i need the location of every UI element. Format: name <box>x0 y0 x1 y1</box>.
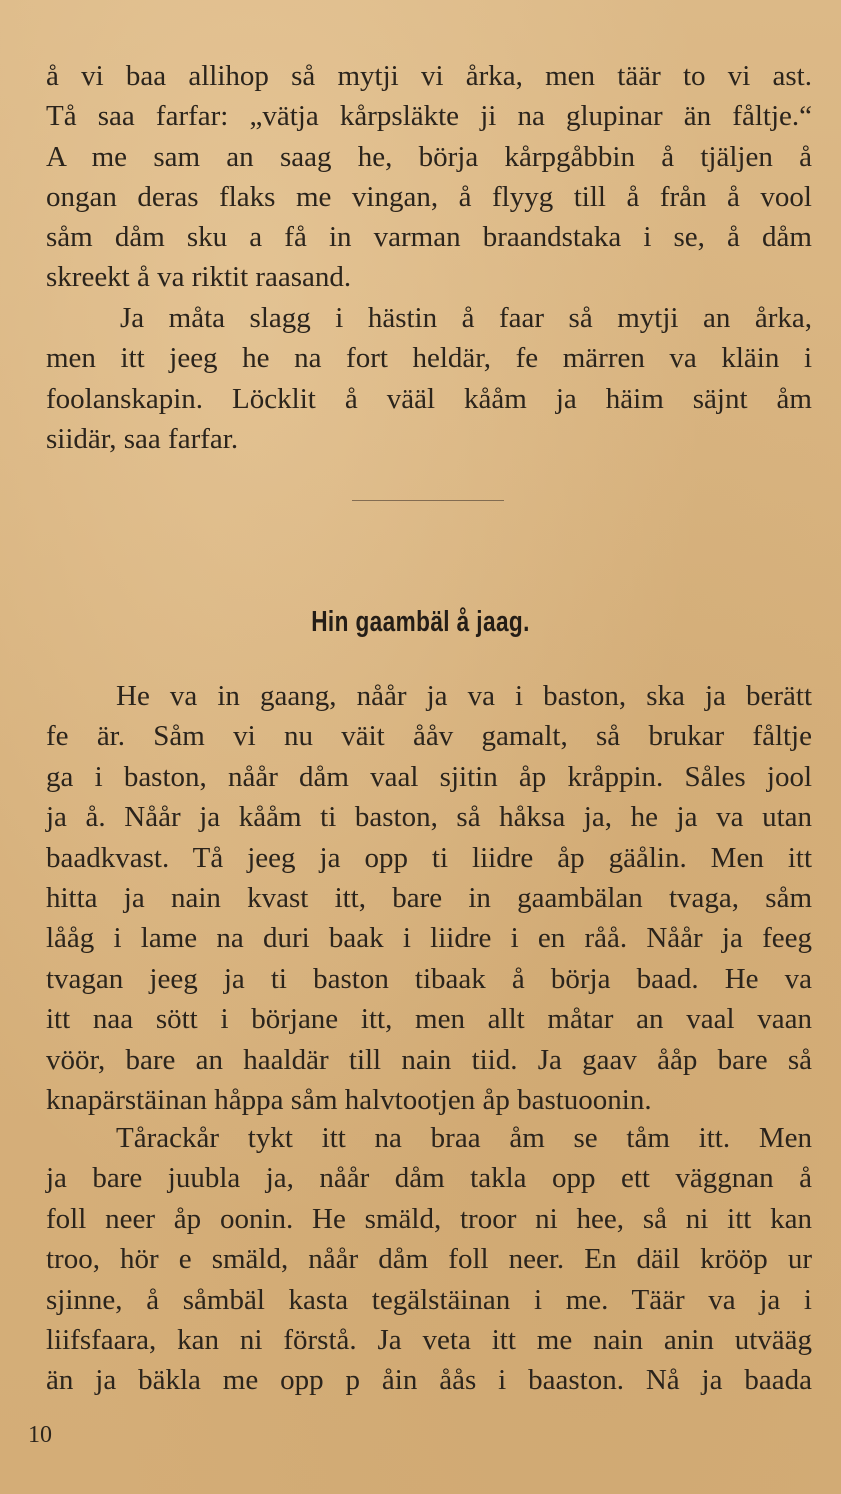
page-number: 10 <box>28 1422 52 1448</box>
text-line: vöör, bare an haaldär till nain tiid. Ja gaav ååp bare så <box>46 1043 812 1076</box>
text-line: ja å. Nåår ja kååm ti baston, så håksa ja, he ja va utan <box>46 801 812 834</box>
text-line: skreekt å va riktit raasand. <box>46 261 352 294</box>
section-divider <box>352 500 504 501</box>
text-line: A me sam an saag he, börja kårpgåbbin å tjäljen å <box>46 140 812 173</box>
text-line: än ja bäkla me opp p åin åås i baaston. Nå ja baada <box>46 1364 812 1397</box>
text-line: knapärstäinan håppa såm halvtootjen åp bastuoonin. <box>46 1084 652 1117</box>
text-line: foolanskapin. Löcklit å vääl kååm ja häim säjnt åm <box>46 382 812 415</box>
text-line: ja bare juubla ja, nåår dåm takla opp ett väggnan å <box>46 1162 812 1195</box>
text-line: sjinne, å såmbäl kasta tegälstäinan i me. Täär va ja i <box>46 1283 812 1316</box>
paragraph-2 <box>46 298 812 459</box>
text-line: men itt jeeg he na fort heldär, fe märren va kläin i <box>46 342 812 375</box>
paragraph-1 <box>46 56 812 298</box>
text-line: liifsfaara, kan ni förstå. Ja veta itt me nain anin utvääg <box>46 1324 812 1357</box>
text-line: ga i baston, nåår dåm vaal sjitin åp kråppin. Såles jool <box>46 760 812 793</box>
text-line: siidär, saa farfar. <box>46 422 239 455</box>
text-line: såm dåm sku a få in varman braandstaka i se, å dåm <box>46 221 812 254</box>
text-line: Tårackår tykt itt na braa åm se tåm itt. Men <box>116 1122 812 1154</box>
text-line: lååg i lame na duri baak i liidre i en råå. Nåår ja feeg <box>46 922 812 955</box>
paragraph-3 <box>46 676 812 1120</box>
paragraph-4 <box>46 1118 812 1401</box>
text-line: å vi baa allihop så mytji vi årka, men täär to vi ast. <box>46 60 812 92</box>
text-line: ongan deras flaks me vingan, å flyyg till å från å vool <box>46 180 812 213</box>
text-line: troo, hör e smäld, nåår dåm foll neer. En däil krööp ur <box>46 1243 812 1276</box>
text-line: hitta ja nain kvast itt, bare in gaambälan tvaga, såm <box>46 882 812 915</box>
text-line: baadkvast. Tå jeeg ja opp ti liidre åp gäålin. Men itt <box>46 841 812 874</box>
text-line: Tå saa farfar: „vätja kårpsläkte ji na glupinar än fåltje.“ <box>46 100 812 133</box>
text-line: He va in gaang, nåår ja va i baston, ska ja berätt <box>116 680 812 712</box>
text-line: fe är. Såm vi nu väit ååv gamalt, så brukar fåltje <box>46 720 812 753</box>
text-line: itt naa sött i börjane itt, men allt måtar an vaal vaan <box>46 1003 812 1036</box>
text-line: tvagan jeeg ja ti baston tibaak å börja baad. He va <box>46 962 812 995</box>
text-line: Ja måta slagg i hästin å faar så mytji an årka, <box>120 302 812 334</box>
text-line: foll neer åp oonin. He smäld, troor ni hee, så ni itt kan <box>46 1202 812 1235</box>
section-heading: Hin gaambäl å jaag. <box>311 606 530 638</box>
